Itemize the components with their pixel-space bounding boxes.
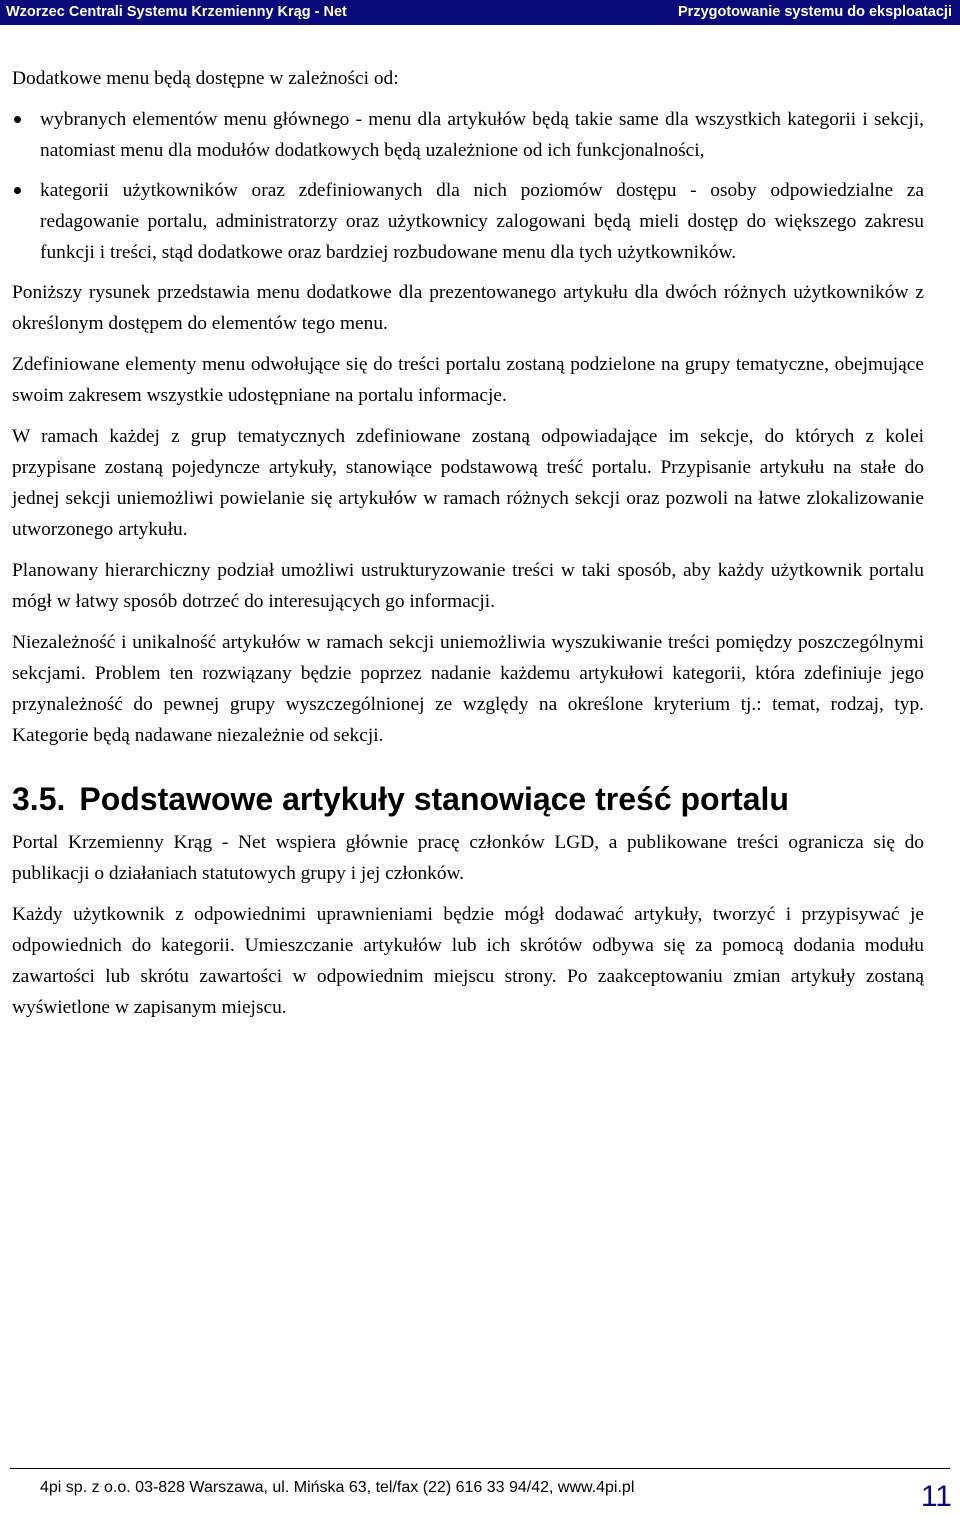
list-item-text: wybranych elementów menu głównego - menu dla artykułów będą takie same dla wszystkich kategorii i sekcji, natomiast menu dla modułów dodatkowych będą uzależnione od ich funkcjonalności, [40, 109, 924, 161]
bullet-icon [14, 116, 21, 123]
page-content [12, 63, 924, 1033]
section-title: Podstawowe artykuły stanowiące treść portalu [79, 781, 789, 817]
body-paragraph: Niezależność i unikalność artykułów w ramach sekcji uniemożliwia wyszukiwanie treści pomiędzy poszczególnymi sekcjami. Problem ten rozwiązany będzie poprzez nadanie każdemu artykułowi kategorii, która zdefiniuje jego przynależność do pewnej grupy wyszczególnionej ze względy na określone kryterium tj.: temat, rodzaj, typ. Kategorie będą nadawane niezależnie od sekcji. [12, 632, 924, 746]
page-header [0, 0, 960, 25]
section-paragraph: Każdy użytkownik z odpowiednimi uprawnieniami będzie mógł dodawać artykuły, tworzyć i przypisywać je odpowiednich do kategorii. Umieszczanie artykułów lub ich skrótów odbywa się za pomocą dodania modułu zawartości lub skrótu zawartości w odpowiednim miejscu strony. Po zaakceptowaniu zmian artykuły zostaną wyświetlone w zapisanym miejscu. [12, 904, 924, 1018]
body-paragraph: Poniższy rysunek przedstawia menu dodatkowe dla prezentowanego artykułu dla dwóch różnych użytkowników z określonym dostępem do elementów tego menu. [12, 282, 924, 334]
list-item [12, 175, 924, 268]
body-paragraph: Zdefiniowane elementy menu odwołujące się do treści portalu zostaną podzielone na grupy tematyczne, obejmujące swoim zakresem wszystkie udostępniane na portalu informacje. [12, 354, 924, 406]
footer-text: 4pi sp. z o.o. 03-828 Warszawa, ul. Mińska 63, tel/fax (22) 616 33 94/42, www.4pi.pl [40, 1479, 635, 1496]
intro-paragraph: Dodatkowe menu będą dostępne w zależności od: [12, 68, 399, 89]
page-number: 11 [920, 1480, 952, 1513]
section-number: 3.5. [12, 781, 66, 817]
list-item [12, 104, 924, 166]
footer-divider [10, 1468, 950, 1469]
document-title: Wzorzec Centrali Systemu Krzemienny Krąg - Net [6, 4, 347, 20]
body-paragraph: W ramach każdej z grup tematycznych zdefiniowane zostaną odpowiadające im sekcje, do których z kolei przypisane zostaną pojedyncze artykuły, stanowiące podstawową treść portalu. Przypisanie artykułu na stałe do jednej sekcji uniemożliwi powielanie się artykułów w ramach różnych sekcji oraz pozwoli na łatwe zlokalizowanie utworzonego artykułu. [12, 426, 924, 540]
body-paragraph: Planowany hierarchiczny podział umożliwi ustrukturyzowanie treści w taki sposób, aby każdy użytkownik portalu mógł w łatwy sposób dotrzeć do interesujących go informacji. [12, 560, 924, 612]
list-item-text: kategorii użytkowników oraz zdefiniowanych dla nich poziomów dostępu - osoby odpowiedzialne za redagowanie portalu, administratorzy oraz użytkownicy zalogowani będą mieli dostęp do większego zakresu funkcji i treści, stąd dodatkowe oraz bardziej rozbudowane menu dla tych użytkowników. [40, 180, 924, 263]
bullet-icon [14, 187, 21, 194]
chapter-title: Przygotowanie systemu do eksploatacji [678, 4, 952, 20]
bullet-list [12, 104, 924, 268]
section-heading [12, 779, 924, 819]
section-paragraph: Portal Krzemienny Krąg - Net wspiera głównie pracę członków LGD, a publikowane treści ogranicza się do publikacji o działaniach statutowych grupy i jej członków. [12, 832, 924, 884]
